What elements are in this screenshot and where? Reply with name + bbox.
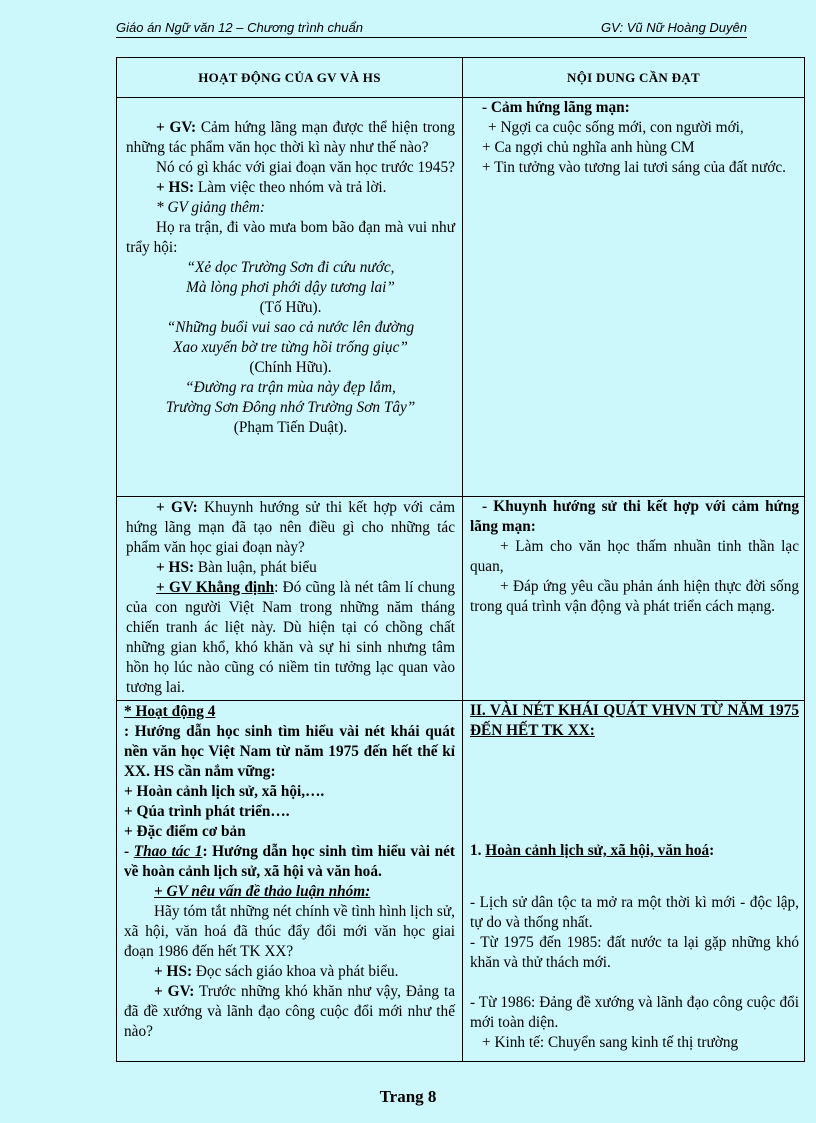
poem-line: “Đường ra trận mùa này đẹp lắm, bbox=[185, 379, 396, 396]
section-title: II. VÀI NÉT KHÁI QUÁT VHVN TỪ NĂM 1975 ĐẾN HẾT TK XX: bbox=[470, 702, 799, 739]
table-row bbox=[117, 98, 805, 497]
poem-line: “Những buổi vui sao cả nước lên đường bbox=[166, 319, 415, 336]
poem-line: Trường Sơn Đông nhớ Trường Sơn Tây” bbox=[165, 399, 416, 416]
lesson-table bbox=[116, 57, 805, 1062]
poem-line: Mà lòng phơi phới dậy tương lai” bbox=[186, 279, 395, 296]
poem-author: (Chính Hữu). bbox=[249, 359, 332, 376]
page-number: Trang 8 bbox=[379, 1087, 437, 1106]
page-header bbox=[116, 19, 747, 38]
poem-author: (Tố Hữu). bbox=[259, 299, 322, 316]
table-row bbox=[117, 497, 805, 701]
row1-content: - Cảm hứng lãng mạn: + Ngợi ca cuộc sống mới, con người mới, + Ca ngợi chủ nghĩa anh hùng CM + Tin tưởng vào tương lai tươi sáng của đất nước. bbox=[463, 98, 805, 497]
row3-content: II. VÀI NÉT KHÁI QUÁT VHVN TỪ NĂM 1975 ĐẾN HẾT TK XX: 1. Hoàn cảnh lịch sử, xã hội, văn hoá: - Lịch sử dân tộc ta mở ra một thời kì mới - độc lập, tự do và thống nhất. - Từ 1975 đến 1985: đất nước ta lại gặp những khó khăn và thử thách mới. - Từ 1986: Đảng đề xướng và lãnh đạo công cuộc đổi mới toàn diện. + Kinh tế: Chuyển sang kinh tế thị trường bbox=[463, 701, 805, 1062]
header-left: Giáo án Ngữ văn 12 – Chương trình chuẩn bbox=[116, 20, 363, 35]
poem-author: (Phạm Tiến Duật). bbox=[233, 419, 348, 436]
col2-header: NỘI DUNG CẦN ĐẠT bbox=[463, 58, 805, 98]
row1-activities: + GV: Cảm hứng lãng mạn được thể hiện trong những tác phẩm văn học thời kì này như thế nào? Nó có gì khác với giai đoạn văn học trước 1945? + HS: Làm việc theo nhóm và trả lời. * GV giảng thêm: Họ ra trận, đi vào mưa bom bão đạn mà vui như trẩy hội: “Xẻ dọc Trường Sơn đi cứu nước, Mà lòng phơi phới dậy tương lai” (Tố Hữu). “Những buổi vui sao cả nước lên đường Xao xuyến bờ tre từng hồi trống giục” (Chính Hữu). “Đường ra trận mùa này đẹp lắm, Trường Sơn Đông nhớ Trường Sơn Tây” (Phạm Tiến Duật). bbox=[117, 98, 463, 497]
header-right: GV: Vũ Nữ Hoàng Duyên bbox=[600, 20, 747, 35]
row2-activities: + GV: Khuynh hướng sử thi kết hợp với cảm hứng lãng mạn đã tạo nên điều gì cho những tác phẩm văn học giai đoạn này? + HS: Bàn luận, phát biểu + GV Khẳng định: Đó cũng là nét tâm lí chung của con người Việt Nam trong những năm tháng chiến tranh ác liệt này. Dù hiện tại có chồng chất những gian khổ, khó khăn và sự hi sinh nhưng tâm hồn họ lúc nào cũng có niềm tin tưởng lạc quan vào tương lai. bbox=[117, 497, 463, 701]
row2-content: - Khuynh hướng sử thi kết hợp với cảm hứng lãng mạn: + Làm cho văn học thấm nhuần tinh thần lạc quan, + Đáp ứng yêu cầu phản ánh hiện thực đời sống trong quá trình vận động và phát triển cách mạng. bbox=[463, 497, 805, 701]
table-header-row bbox=[117, 58, 805, 98]
col1-header: HOẠT ĐỘNG CỦA GV VÀ HS bbox=[117, 58, 463, 98]
table-row bbox=[117, 701, 805, 1062]
row3-activities: * Hoạt động 4 : Hướng dẫn học sinh tìm hiểu vài nét khái quát nền văn học Việt Nam từ năm 1975 đến hết thế kỉ XX. HS cần nắm vững: + Hoàn cảnh lịch sử, xã hội,…. + Qúa trình phát triển…. + Đặc điểm cơ bản - Thao tác 1: Hướng dẫn học sinh tìm hiểu vài nét về hoàn cảnh lịch sử, xã hội và văn hoá. + GV nêu vấn đề thảo luận nhóm: Hãy tóm tắt những nét chính về tình hình lịch sử, xã hội, văn hoá đã thúc đẩy đổi mới văn học giai đoạn 1986 đến hết TK XX? + HS: Đọc sách giáo khoa và phát biểu. + GV: Trước những khó khăn như vậy, Đảng ta đã đề xướng và lãnh đạo công cuộc đổi mới như thế nào? bbox=[117, 701, 463, 1062]
poem-line: Xao xuyến bờ tre từng hồi trống giục” bbox=[173, 339, 408, 356]
poem-line: “Xẻ dọc Trường Sơn đi cứu nước, bbox=[186, 259, 395, 276]
